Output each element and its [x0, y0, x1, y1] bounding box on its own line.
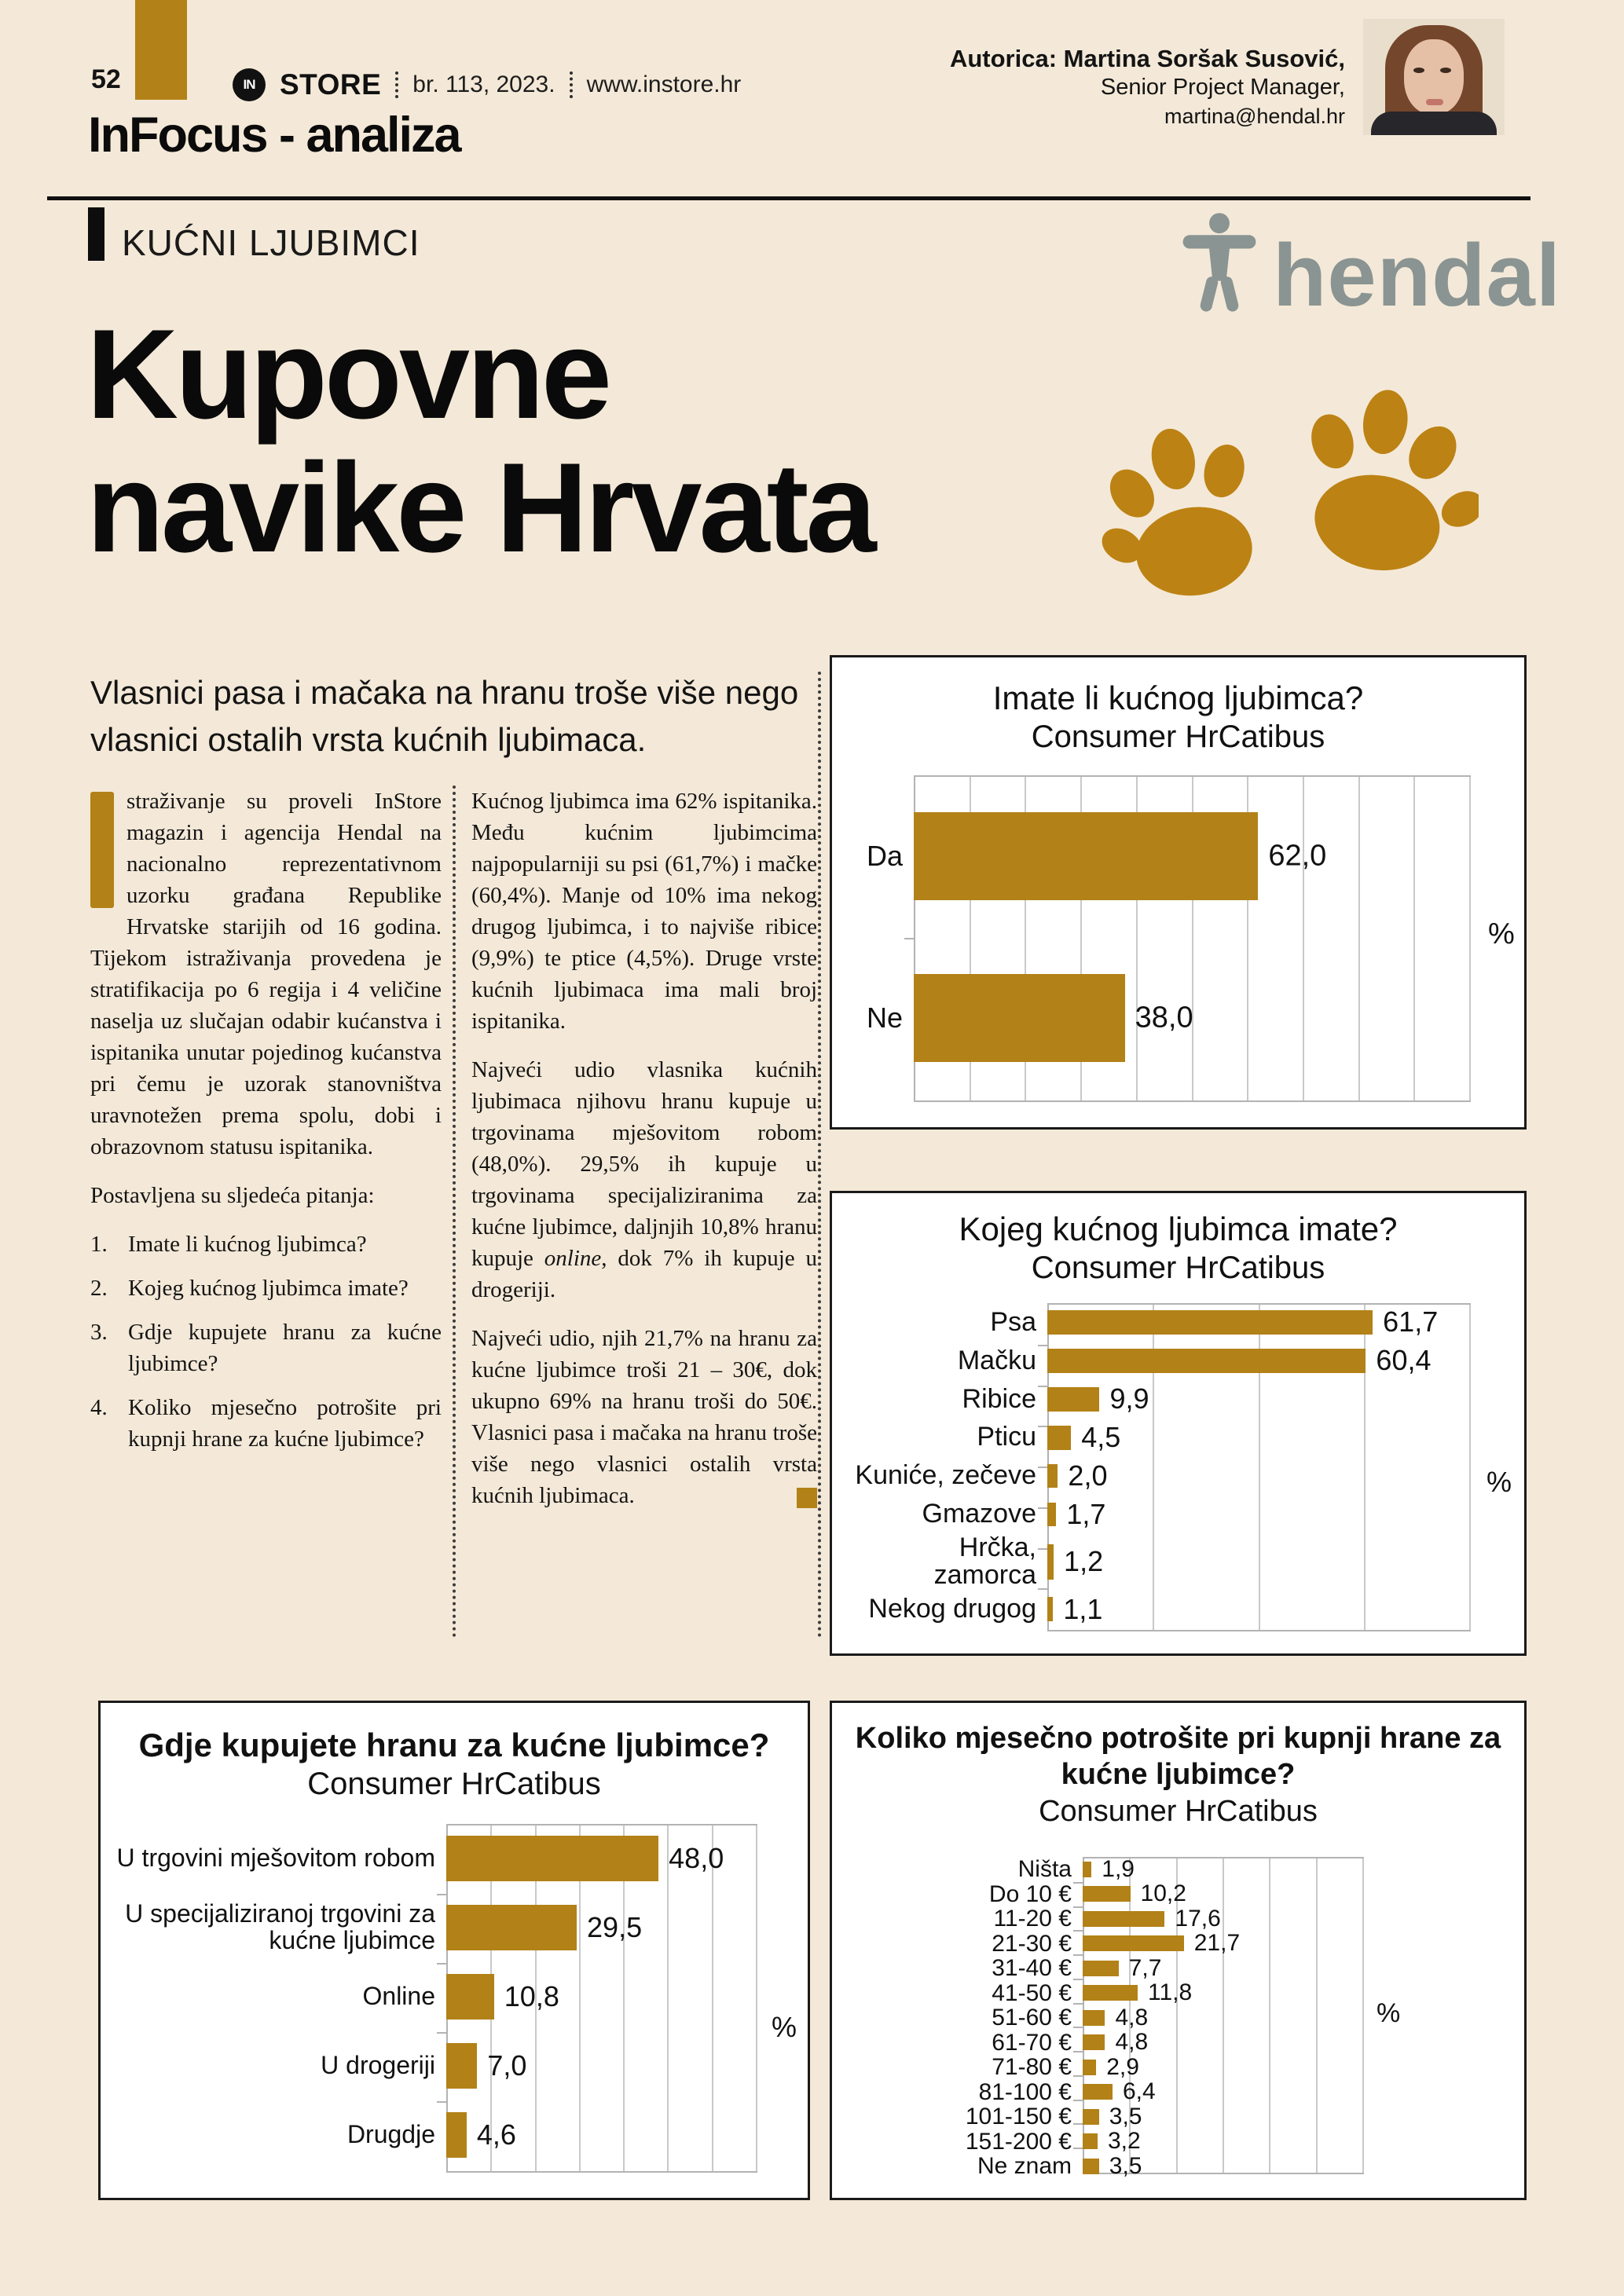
bar-area: [1047, 1419, 1469, 1457]
value-label: 61,7: [1383, 1305, 1439, 1338]
chart-row: [851, 1590, 1469, 1628]
chart-subtitle: Consumer HrCatibus: [307, 1767, 601, 1802]
headline-line1: Kupovne: [86, 303, 610, 445]
chart-row: [116, 2031, 756, 2100]
chart-rows: [851, 1855, 1362, 2179]
chart-row: [851, 1956, 1362, 1981]
question-text: Imate li kućnog ljubimca?: [128, 1232, 367, 1258]
paw-prints-icon: [1094, 379, 1479, 599]
chart-row: [851, 2031, 1362, 2056]
category-label: Hrčka, zamorca: [933, 1532, 1036, 1591]
unit-label-percent: %: [772, 2010, 797, 2043]
paragraph: Postavljena su sljedeća pitanja:: [90, 1183, 375, 1209]
paragraph: [471, 1323, 817, 1511]
chart-row: [851, 1932, 1362, 1957]
category-label: Ne znam: [977, 2153, 1072, 2179]
value-label: 4,6: [476, 2118, 516, 2151]
value-label: 1,2: [1064, 1545, 1104, 1578]
chart-title-block: [101, 1725, 808, 1803]
column-divider: [453, 785, 456, 1638]
bar: [1047, 1464, 1058, 1488]
value-label: 4,8: [1115, 2004, 1149, 2031]
category-label: Drugdje: [346, 2120, 435, 2149]
hendal-logo: [1177, 212, 1561, 324]
section-title: InFocus - analiza: [88, 108, 460, 163]
bar: [1083, 2060, 1096, 2075]
category-label: Kuniće, zečeve: [855, 1460, 1036, 1491]
dotted-separator: [395, 71, 398, 98]
bar-area: [1083, 1932, 1362, 1957]
bar-area: [1083, 1956, 1362, 1981]
category-label: 101-150 €: [965, 2104, 1072, 2129]
chart-row: [851, 2080, 1362, 2105]
category-label: 151-200 €: [965, 2128, 1072, 2155]
chart-title: Gdje kupujete hranu za kućne ljubimce?: [138, 1727, 770, 1763]
paragraph: [471, 1054, 817, 1305]
bar: [1083, 2159, 1099, 2174]
value-label: 62,0: [1268, 839, 1327, 873]
bar: [1083, 2109, 1099, 2125]
bar: [1083, 1862, 1091, 1877]
category-label: Nekog drugog: [868, 1593, 1036, 1624]
bar: [1047, 1426, 1071, 1449]
bar: [446, 2112, 467, 2158]
chart-title-block: [832, 1209, 1524, 1287]
bar-area: [1083, 2055, 1362, 2080]
bar-area: [1083, 2080, 1362, 2105]
chart-row: [851, 1534, 1469, 1590]
bar-area: [446, 2031, 756, 2100]
chart-title-block: [832, 678, 1524, 756]
value-label: 7,0: [487, 2049, 527, 2082]
chart-row: [851, 1303, 1469, 1342]
value-label: 3,5: [1109, 2103, 1142, 2129]
bar-area: [1047, 1303, 1469, 1342]
question-item: [90, 1316, 442, 1379]
bar: [1083, 2084, 1113, 2100]
bar: [1083, 1961, 1119, 1976]
photo-eye: [1440, 68, 1451, 73]
bar-area: [1083, 2154, 1362, 2179]
bar-area: [914, 775, 1469, 937]
question-list: [90, 1229, 442, 1455]
value-label: 2,0: [1068, 1459, 1108, 1492]
bar: [446, 1974, 494, 2020]
value-label: 7,7: [1128, 1954, 1162, 1981]
paragraph-text: straživanje su proveli InStore magazin i agencija Hendal na nacionalno reprezentativnom uzorku građana Republike Hrvatske starijih od 16 godina. Tijekom istraživanja provedena je stratifikacija po 6 regija i 4 veličine naselja uz slučajan odabir kućanstva i ispitanika unutar pojedinog kućanstva pri čemu je uzorak stanovništva uravnotežen prema spolu, dobi i obrazovnom statusu ispitanika.: [90, 789, 442, 1160]
value-label: 10,2: [1140, 1880, 1186, 1907]
photo-jacket: [1371, 112, 1497, 135]
bar-area: [1047, 1534, 1469, 1590]
category-label: 51-60 €: [992, 2005, 1072, 2031]
bar: [446, 2043, 477, 2089]
value-label: 1,7: [1066, 1498, 1106, 1531]
bar-area: [914, 937, 1469, 1099]
bar-area: [1083, 1906, 1362, 1932]
chart-rows: [116, 1824, 756, 2170]
bar: [1047, 1544, 1054, 1579]
author-email: martina@hendal.hr: [1164, 104, 1345, 128]
chart-row: [116, 2100, 756, 2170]
chart-row: [116, 1824, 756, 1893]
chart-row: [851, 1496, 1469, 1534]
question-number: 4.: [90, 1395, 108, 1421]
bar: [1083, 1911, 1164, 1927]
value-label: 21,7: [1193, 1930, 1241, 1957]
value-label: 3,2: [1107, 2128, 1141, 2155]
question-text: Gdje kupujete hranu za kućne ljubimce?: [128, 1320, 442, 1377]
category-label: Ribice: [962, 1383, 1036, 1414]
category-label: U drogeriji: [321, 2051, 435, 2080]
category-label: Da: [866, 840, 903, 873]
photo-eye: [1413, 68, 1424, 73]
dotted-separator: [570, 71, 573, 98]
chart-subtitle: Consumer HrCatibus: [1031, 1251, 1325, 1286]
bar-area: [446, 1962, 756, 2031]
paragraph-text: Najveći udio, njih 21,7% na hranu za kućne ljubimce troši 21 – 30€, dok ukupno 69% na hranu troši do 50€. Vlasnici pasa i mačaka na hranu troše više nego vlasnici ostalih vrsta kućnih ljubimaca.: [471, 1326, 817, 1509]
category-label: Ništa: [1017, 1856, 1072, 1882]
unit-label-percent: %: [1377, 1998, 1401, 2028]
bar: [914, 812, 1258, 899]
chart-monthly-spend: [830, 1701, 1527, 2200]
bar-area: [1047, 1380, 1469, 1419]
end-of-article-mark: [797, 1488, 817, 1508]
value-label: 9,9: [1109, 1382, 1149, 1415]
category-label: 41-50 €: [992, 1979, 1072, 2006]
value-label: 17,6: [1175, 1905, 1221, 1932]
category-label: Do 10 €: [988, 1880, 1072, 1907]
photo-lips: [1426, 99, 1443, 105]
value-label: 11,8: [1148, 1979, 1193, 2006]
gridline: [1469, 777, 1471, 1100]
value-label: 4,8: [1115, 2029, 1149, 2056]
category-label: Gmazove: [922, 1499, 1036, 1529]
gridline: [1469, 1305, 1471, 1630]
category-label: Pticu: [977, 1422, 1036, 1452]
category-label: 21-30 €: [992, 1930, 1072, 1957]
chart-row: [851, 1457, 1469, 1496]
chart-row: [851, 1419, 1469, 1457]
chart-row: [851, 937, 1469, 1099]
masthead: [233, 68, 741, 102]
bar: [446, 1905, 577, 1950]
author-photo: [1363, 19, 1505, 135]
chart-subtitle: Consumer HrCatibus: [1039, 1794, 1318, 1828]
category-label: U specijaliziranoj trgovini za kućne ljubimce: [125, 1899, 435, 1954]
column-divider: [818, 672, 821, 1638]
bar: [1047, 1503, 1056, 1526]
paragraph: Kućnog ljubimca ima 62% ispitanika. Među kućnim ljubimcima najpopularniji su psi (61,7%) i mačke (60,4%). Manje od 10% ima nekog drugog ljubimca, i to najviše ribice (9,9%) te ptice (4,5%). Druge vrste kućnih ljubimaca ima mali broj ispitanika.: [471, 789, 817, 1034]
chart-row: [116, 1962, 756, 2031]
chart-title: Imate li kućnog ljubimca?: [992, 679, 1364, 716]
question-item: [90, 1273, 442, 1304]
instore-logo-icon: IN: [233, 68, 266, 101]
bar: [914, 974, 1125, 1061]
bar: [1047, 1349, 1366, 1372]
value-label: 2,9: [1106, 2053, 1139, 2080]
value-label: 48,0: [669, 1842, 724, 1874]
value-label: 6,4: [1122, 2078, 1156, 2105]
bar: [1083, 1886, 1131, 1902]
chart-title: Kojeg kućnog ljubimca imate?: [959, 1210, 1398, 1247]
value-label: 1,9: [1102, 1855, 1135, 1882]
value-label: 4,5: [1081, 1421, 1121, 1454]
bar: [1083, 2010, 1105, 2026]
bar-area: [1083, 2005, 1362, 2031]
chart-row: [851, 1981, 1362, 2006]
bar-area: [446, 1824, 756, 1893]
bar-area: [1083, 1981, 1362, 2006]
article-lead: Vlasnici pasa i mačaka na hranu troše više nego vlasnici ostalih vrsta kućnih ljubimaca.: [90, 674, 799, 758]
bar-area: [1083, 1857, 1362, 1882]
chart-row: [116, 1893, 756, 1962]
gridline: [1362, 1858, 1364, 2173]
value-label: 1,1: [1063, 1592, 1103, 1625]
chart-row: [851, 2055, 1362, 2080]
paragraph-text: Najveći udio vlasnika kućnih ljubimaca njihovu hranu kupuje u trgovinama mješovitom robom (48,0%). 29,5% ih kupuje u trgovinama specijaliziranima za kućne ljubimce, daljnjih 10,8% hranu kupuje: [471, 1057, 817, 1272]
bar: [1047, 1387, 1099, 1411]
chart-own-pet: [830, 655, 1527, 1130]
bar-area: [1083, 1882, 1362, 1907]
chart-row: [851, 775, 1469, 937]
dropcap-I: [90, 792, 114, 908]
bar: [1083, 1935, 1184, 1951]
paragraph-text: , dok 7% ih kupuje u drogeriji.: [471, 1246, 817, 1303]
bar: [1083, 2034, 1105, 2050]
unit-label-percent: %: [1488, 917, 1515, 951]
question-text: Kojeg kućnog ljubimca imate?: [128, 1276, 409, 1302]
value-label: 10,8: [504, 1980, 559, 2012]
bar-area: [1047, 1342, 1469, 1380]
bar-area: [1047, 1590, 1469, 1628]
unit-label-percent: %: [1487, 1466, 1512, 1498]
value-label: 38,0: [1135, 1001, 1193, 1034]
category-label: Ne: [866, 1002, 903, 1034]
value-label: 60,4: [1376, 1344, 1432, 1377]
chart-row: [851, 1380, 1469, 1419]
italic-word: online: [544, 1246, 602, 1272]
category-label: 11-20 €: [993, 1906, 1072, 1932]
chart-subtitle: Consumer HrCatibus: [1031, 720, 1325, 755]
question-item: [90, 1392, 442, 1455]
bar: [1083, 2133, 1098, 2149]
paragraph: [90, 785, 442, 1163]
category-label: Psa: [990, 1306, 1036, 1337]
category-label: 31-40 €: [992, 1955, 1072, 1981]
value-label: 29,5: [587, 1911, 643, 1943]
bar-area: [1083, 2129, 1362, 2155]
bar: [1083, 1985, 1138, 2001]
chart-rows: [851, 1303, 1469, 1628]
chart-row: [851, 1342, 1469, 1380]
author-block: [950, 44, 1345, 131]
kicker-bar: [88, 207, 104, 261]
headline-line2: navike Hrvata: [86, 437, 874, 579]
chart-title: Koliko mjesečno potrošite pri kupnji hrane za kućne ljubimce?: [855, 1722, 1501, 1792]
category-label: U trgovini mješovitom robom: [116, 1844, 435, 1873]
bar-area: [446, 2100, 756, 2170]
category-label: Online: [362, 1982, 435, 2011]
chart-which-pet: [830, 1191, 1527, 1656]
bar: [1047, 1597, 1053, 1620]
hendal-person-icon: [1177, 212, 1262, 316]
gold-corner-block: [135, 0, 187, 100]
bar-area: [1047, 1457, 1469, 1496]
issue-number: br. 113, 2023.: [412, 71, 555, 97]
chart-row: [851, 2129, 1362, 2155]
chart-where-buy-food: [98, 1701, 810, 2200]
gridline: [756, 1825, 757, 2171]
question-number: 1.: [90, 1232, 108, 1258]
category-label: 61-70 €: [992, 2029, 1072, 2056]
category-label: Mačku: [957, 1345, 1036, 1375]
value-label: 3,5: [1109, 2152, 1142, 2179]
bar-area: [1083, 2031, 1362, 2056]
author-name: Autorica: Martina Soršak Susović,: [949, 45, 1345, 72]
bar-area: [1083, 2104, 1362, 2129]
kicker: KUĆNI LJUBIMCI: [122, 222, 420, 263]
question-text: Koliko mjesečno potrošite pri kupnji hrane za kućne ljubimce?: [128, 1395, 442, 1452]
chart-rows: [851, 775, 1469, 1099]
hendal-logo-text: hendal: [1273, 225, 1561, 324]
category-label: 81-100 €: [978, 2078, 1072, 2105]
body-column-1: [90, 785, 442, 1455]
question-number: 3.: [90, 1320, 108, 1346]
website-url: www.instore.hr: [586, 71, 742, 97]
question-item: [90, 1229, 442, 1260]
chart-row: [851, 1906, 1362, 1932]
chart-row: [851, 2154, 1362, 2179]
question-number: 2.: [90, 1276, 108, 1302]
author-role: Senior Project Manager,: [1100, 75, 1345, 100]
page-number: 52: [91, 64, 121, 94]
bar-area: [446, 1893, 756, 1962]
chart-row: [851, 1857, 1362, 1882]
chart-row: [851, 1882, 1362, 1907]
body-column-2: [471, 785, 817, 1511]
instore-logo-text: STORE: [280, 68, 382, 101]
chart-row: [851, 2005, 1362, 2031]
category-label: 71-80 €: [992, 2054, 1072, 2080]
header-rule: [47, 196, 1531, 200]
bar: [1047, 1310, 1373, 1334]
bar-area: [1047, 1496, 1469, 1534]
chart-title-block: [832, 1720, 1524, 1829]
bar: [446, 1836, 658, 1881]
chart-row: [851, 2104, 1362, 2129]
